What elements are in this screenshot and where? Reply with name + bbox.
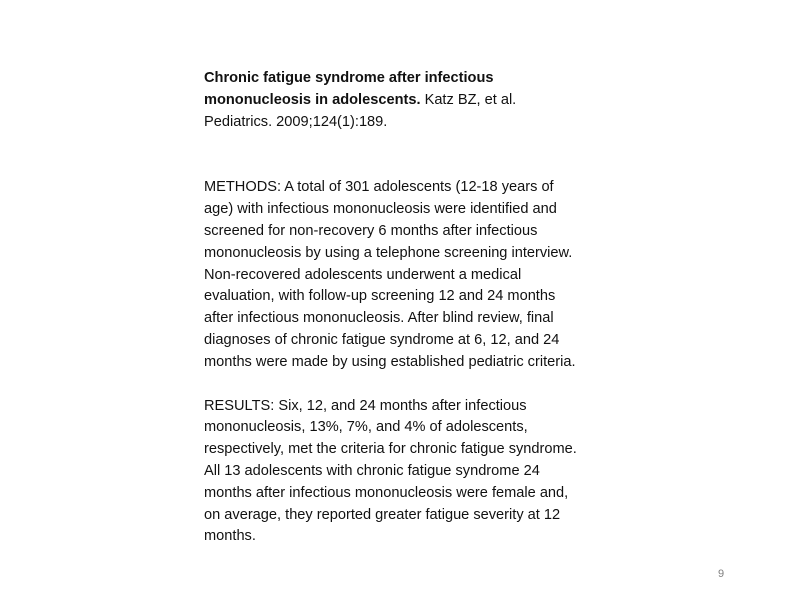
- slide-content: [204, 68, 584, 548]
- article-title: Chronic fatigue syndrome after infectious mononucleosis in adolescents.: [204, 70, 494, 108]
- page-number: 9: [718, 568, 725, 580]
- article-reference: Katz BZ, et al. Pediatrics. 2009;124(1):189.: [204, 91, 517, 130]
- citation: [204, 68, 584, 133]
- results-paragraph: RESULTS: Six, 12, and 24 months after infectious mononucleosis, 13%, 7%, and 4% of adolescents, respectively, met the criteria for chronic fatigue syndrome. All 13 adolescents with chronic fatigue syndrome 24 months after infectious mononucleosis were female and, on average, they reported greater fatigue severity at 12 months.: [204, 397, 577, 545]
- methods-paragraph: METHODS: A total of 301 adolescents (12-18 years of age) with infectious mononucleosis were identified and screened for non-recovery 6 months after infectious mononucleosis by using a telephone screening interview. Non-recovered adolescents underwent a medical evaluation, with follow-up screening 12 and 24 months after infectious mononucleosis. After blind review, final diagnoses of chronic fatigue syndrome at 6, 12, and 24 months were made by using established pediatric criteria.: [204, 179, 576, 370]
